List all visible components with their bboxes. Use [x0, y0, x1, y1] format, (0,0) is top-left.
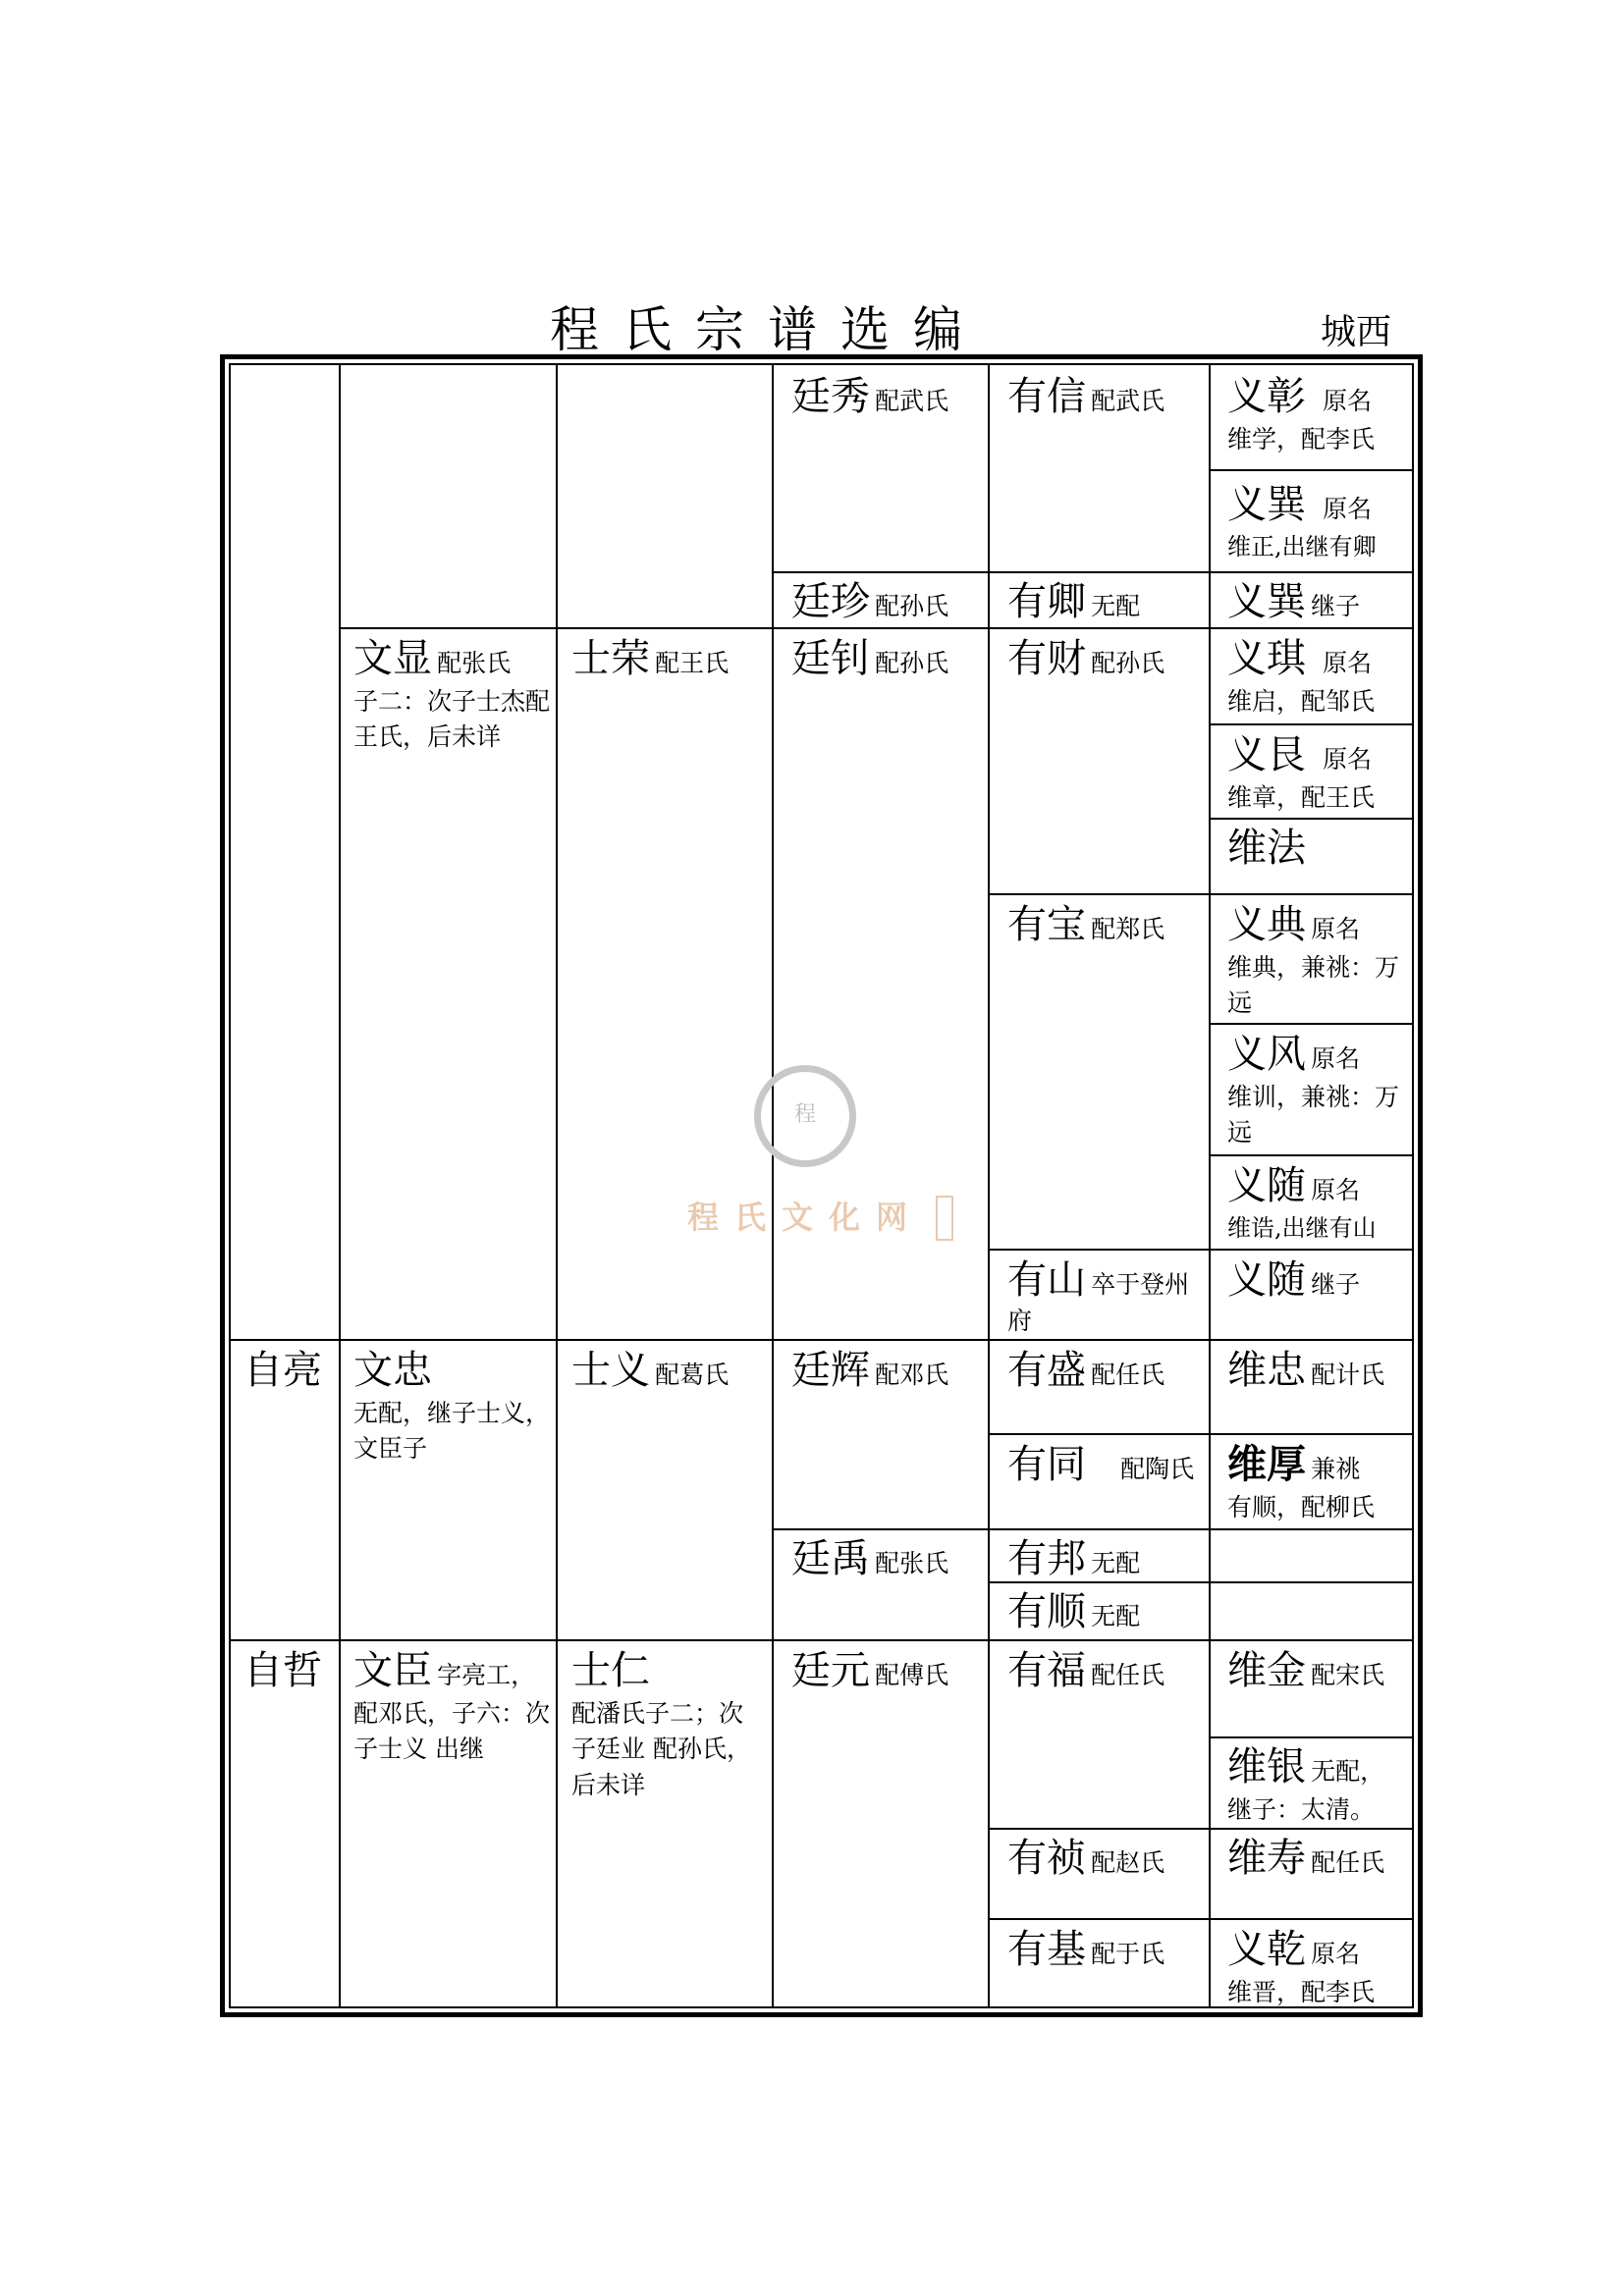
- person-name: 廷禹: [791, 1536, 870, 1581]
- person-detail: 继子：太清。: [1227, 1795, 1376, 1824]
- entry-zi-liang: [244, 1345, 322, 1396]
- row-divider: [1209, 723, 1414, 725]
- person-detail: 维训，兼祧：万远: [1227, 1083, 1400, 1148]
- person-note: 原名: [1323, 387, 1373, 415]
- entry-you-shun: [1007, 1586, 1140, 1637]
- entry-you-shan: [1007, 1255, 1199, 1338]
- person-note: 原名: [1311, 1940, 1361, 1968]
- person-name: 维厚: [1227, 1441, 1306, 1487]
- person-note: 配孙氏: [875, 592, 949, 620]
- entry-you-bang: [1007, 1533, 1140, 1584]
- entry-wei-shou: [1227, 1833, 1409, 1884]
- person-name: 维金: [1227, 1648, 1306, 1693]
- row-divider: [339, 627, 1414, 629]
- entry-you-bao: [1007, 899, 1164, 950]
- person-note: 配傅氏: [875, 1661, 949, 1689]
- person-name: 义艮: [1227, 732, 1306, 777]
- person-name: 士仁: [571, 1648, 650, 1693]
- row-divider: [229, 1339, 1414, 1341]
- entry-yi-dian: [1227, 899, 1409, 1022]
- person-name: 义风: [1227, 1032, 1306, 1077]
- entry-ting-hui: [791, 1345, 948, 1396]
- person-name: 有宝: [1007, 902, 1086, 947]
- person-detail: 维学，配李氏: [1227, 425, 1376, 454]
- person-name: 维寿: [1227, 1836, 1306, 1881]
- person-name: 义巽: [1227, 482, 1306, 527]
- entry-yi-feng: [1227, 1029, 1409, 1151]
- person-note: 配孙氏: [875, 649, 949, 677]
- person-note: 原名: [1323, 649, 1373, 677]
- entry-yi-sui-adopted: [1227, 1255, 1360, 1306]
- person-note: 原名: [1311, 915, 1361, 943]
- person-note: 字亮工，: [437, 1661, 536, 1689]
- column-divider: [988, 363, 990, 2008]
- entry-you-qing: [1007, 576, 1140, 627]
- site-watermark: 程氏文化网: [687, 1199, 924, 1236]
- person-detail: 配潘氏子二；次子廷业 配孙氏，后未详: [571, 1699, 751, 1799]
- person-note: 配宋氏: [1311, 1661, 1385, 1689]
- person-name: 义典: [1227, 902, 1306, 947]
- entry-yi-xun-adopted: [1227, 576, 1360, 627]
- person-name: 有财: [1007, 636, 1086, 681]
- entry-ting-yuan: [791, 1645, 948, 1696]
- person-name: 有基: [1007, 1927, 1086, 1972]
- row-divider: [988, 1828, 1414, 1830]
- person-name: 有邦: [1007, 1536, 1086, 1581]
- column-divider: [339, 363, 341, 2008]
- seal-watermark: 程: [754, 1065, 856, 1167]
- entry-you-zhen: [1007, 1833, 1164, 1884]
- entry-yi-xun: [1227, 479, 1409, 564]
- person-note: 原名: [1311, 1044, 1361, 1073]
- entry-you-sheng: [1007, 1345, 1164, 1396]
- row-divider: [229, 1639, 1414, 1641]
- person-name: 士荣: [571, 636, 650, 681]
- region-label: 城西: [1321, 312, 1392, 352]
- person-name: 义随: [1227, 1163, 1306, 1208]
- person-note: 配武氏: [1091, 387, 1165, 415]
- entry-wei-yin: [1227, 1741, 1409, 1828]
- person-name: 有盛: [1007, 1348, 1086, 1393]
- person-note: 无配，: [1311, 1757, 1385, 1786]
- person-name: 义巽: [1227, 579, 1306, 624]
- page-title: 程氏宗谱选编: [550, 301, 986, 358]
- entry-wei-hou: [1227, 1439, 1409, 1525]
- person-note: 配于氏: [1091, 1940, 1165, 1968]
- person-note: 配葛氏: [655, 1361, 730, 1389]
- entry-wei-jin: [1227, 1645, 1409, 1696]
- entry-ting-xiu: [791, 371, 948, 422]
- person-name: 士义: [571, 1348, 650, 1393]
- person-note: 配赵氏: [1091, 1848, 1165, 1877]
- person-name: 自亮: [244, 1348, 322, 1393]
- person-name: 维忠: [1227, 1348, 1306, 1393]
- row-divider: [988, 1433, 1414, 1435]
- person-note: 配任氏: [1311, 1848, 1385, 1877]
- person-note: 配陶氏: [1120, 1455, 1195, 1483]
- person-detail: 无配，继子士义，文臣子: [353, 1399, 551, 1464]
- person-name: 有祯: [1007, 1836, 1086, 1881]
- person-note: 配王氏: [655, 649, 730, 677]
- row-divider: [1209, 818, 1414, 820]
- row-divider: [1209, 469, 1414, 471]
- row-divider: [1209, 1736, 1414, 1738]
- entry-wen-zhong: [353, 1345, 550, 1468]
- column-divider: [556, 363, 558, 2008]
- person-note: 配张氏: [437, 649, 512, 677]
- entry-you-ji: [1007, 1924, 1164, 1975]
- person-note: 配邓氏: [875, 1361, 949, 1389]
- person-detail: 配邓氏，子六：次子士义 出继: [353, 1699, 551, 1764]
- entry-you-tong: [1007, 1439, 1199, 1490]
- entry-yi-zhang: [1227, 371, 1409, 457]
- person-note: 兼祧: [1311, 1455, 1361, 1483]
- person-note: 继子: [1311, 592, 1361, 620]
- person-name: 有山: [1007, 1257, 1086, 1303]
- person-name: 文忠: [353, 1348, 432, 1393]
- person-detail: 维章，配王氏: [1227, 783, 1376, 812]
- row-divider: [1209, 1154, 1414, 1156]
- person-name: 廷元: [791, 1648, 870, 1693]
- person-note: 配郑氏: [1091, 915, 1165, 943]
- entry-zi-zhe: [244, 1645, 322, 1696]
- person-name: 文臣: [353, 1648, 432, 1693]
- person-note: 配孙氏: [1091, 649, 1165, 677]
- row-divider: [772, 571, 1414, 573]
- person-note: 配计氏: [1311, 1361, 1385, 1389]
- row-divider: [988, 1918, 1414, 1920]
- person-name: 维法: [1227, 826, 1306, 871]
- person-name: 义随: [1227, 1257, 1306, 1303]
- person-note: 原名: [1323, 745, 1373, 774]
- person-name: 有卿: [1007, 579, 1086, 624]
- person-note: 配任氏: [1091, 1361, 1165, 1389]
- entry-shi-ren: [571, 1645, 766, 1803]
- person-name: 义乾: [1227, 1927, 1306, 1972]
- person-note: 配武氏: [875, 387, 949, 415]
- person-note: 卒于登州府: [1007, 1270, 1190, 1335]
- person-name: 文显: [353, 636, 432, 681]
- person-detail: 维诰,出继有山: [1227, 1214, 1377, 1242]
- person-name: 维银: [1227, 1744, 1306, 1789]
- person-detail: 有顺，配柳氏: [1227, 1493, 1376, 1522]
- entry-wei-fa: [1227, 823, 1306, 874]
- entry-wen-chen: [353, 1645, 550, 1768]
- person-note: 无配: [1091, 1602, 1141, 1630]
- person-note: 继子: [1311, 1270, 1361, 1299]
- person-name: 廷秀: [791, 374, 870, 419]
- person-detail: 维晋，配李氏: [1227, 1978, 1376, 2006]
- person-note: 配任氏: [1091, 1661, 1165, 1689]
- entry-ting-zhen: [791, 576, 948, 627]
- row-divider: [988, 1249, 1414, 1251]
- entry-wei-zhong: [1227, 1345, 1409, 1396]
- person-name: 义彰: [1227, 374, 1306, 419]
- entry-yi-qian: [1227, 1924, 1409, 2010]
- entry-you-cai: [1007, 633, 1164, 684]
- entry-shi-yi: [571, 1345, 729, 1396]
- entry-ting-zhao: [791, 633, 948, 684]
- person-name: 自哲: [244, 1648, 322, 1693]
- person-name: 义琪: [1227, 636, 1306, 681]
- row-divider: [988, 893, 1414, 895]
- entry-yi-gen: [1227, 729, 1409, 816]
- person-detail: 维启，配邹氏: [1227, 687, 1376, 716]
- entry-you-fu: [1007, 1645, 1164, 1696]
- person-name: 有顺: [1007, 1589, 1086, 1634]
- row-divider: [1209, 1023, 1414, 1025]
- person-name: 廷钊: [791, 636, 870, 681]
- person-name: 廷辉: [791, 1348, 870, 1393]
- entry-yi-sui: [1227, 1160, 1409, 1246]
- person-name: 有福: [1007, 1648, 1086, 1693]
- person-note: 原名: [1323, 495, 1373, 523]
- column-divider: [1209, 363, 1211, 2008]
- entry-yi-qi: [1227, 633, 1409, 720]
- entry-shi-rong: [571, 633, 729, 684]
- person-detail: 维正,出继有卿: [1227, 533, 1377, 561]
- person-note: 原名: [1311, 1176, 1361, 1204]
- person-name: 有同: [1007, 1442, 1086, 1487]
- person-detail: 维典，兼祧：万远: [1227, 953, 1400, 1018]
- person-note: 无配: [1091, 592, 1141, 620]
- row-divider: [772, 1528, 1414, 1530]
- watermark-stamp: [936, 1196, 953, 1241]
- person-note: 无配: [1091, 1549, 1141, 1577]
- entry-you-xin: [1007, 371, 1164, 422]
- person-detail: 子二：次子士杰配王氏，后未详: [353, 687, 551, 752]
- person-note: 配张氏: [875, 1549, 949, 1577]
- entry-wen-xian: [353, 633, 550, 756]
- column-divider: [772, 363, 774, 2008]
- entry-ting-yu: [791, 1533, 948, 1584]
- person-name: 有信: [1007, 374, 1086, 419]
- person-name: 廷珍: [791, 579, 870, 624]
